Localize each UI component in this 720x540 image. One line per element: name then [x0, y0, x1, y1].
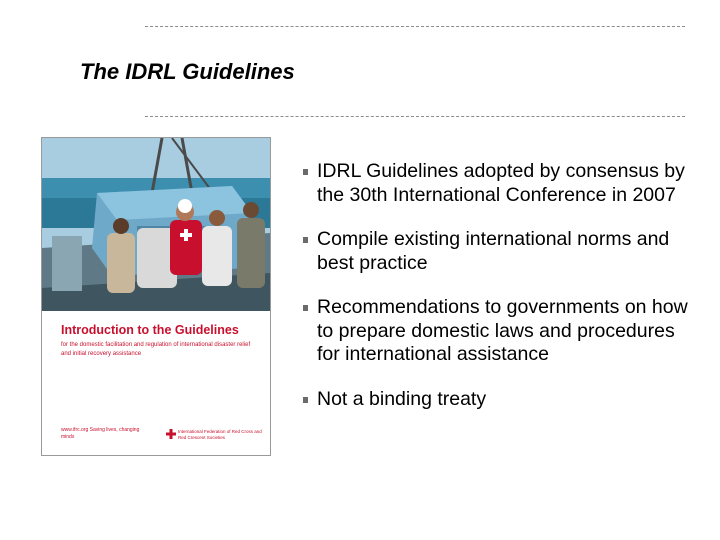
- cover-logo-text: International Federation of Red Cross and Red Crescent Societies: [178, 429, 262, 440]
- bullet-square-icon: [303, 397, 308, 403]
- title-divider: [145, 116, 685, 117]
- bullet-text: IDRL Guidelines adopted by consensus by the 30th International Conference in 2007: [317, 160, 685, 206]
- guidelines-cover-image: [41, 137, 271, 456]
- top-divider: [145, 26, 685, 27]
- bullet-square-icon: [303, 169, 308, 175]
- slide-title: The IDRL Guidelines: [80, 59, 295, 84]
- bullet-list: [300, 160, 700, 432]
- cover-photo: [42, 138, 270, 311]
- cover-heading: Introduction to the Guidelines: [61, 323, 239, 337]
- bullet-square-icon: [303, 305, 308, 311]
- bullet-text: Compile existing international norms and best practice: [317, 228, 670, 274]
- bullet-item: [300, 160, 700, 207]
- bullet-item: [300, 388, 700, 412]
- bullet-text: Recommendations to governments on how to prepare domestic laws and procedures for international assistance: [317, 296, 688, 365]
- bullet-item: [300, 296, 700, 367]
- bullet-text: Not a binding treaty: [317, 387, 487, 410]
- bullet-square-icon: [303, 237, 308, 243]
- cover-url: www.ifrc.org Saving lives, changing minds: [61, 427, 140, 440]
- red-cross-icon: [166, 429, 176, 439]
- cover-subtitle: for the domestic facilitation and regulation of international disaster relief and initial recovery assistance: [61, 342, 251, 357]
- bullet-item: [300, 228, 700, 275]
